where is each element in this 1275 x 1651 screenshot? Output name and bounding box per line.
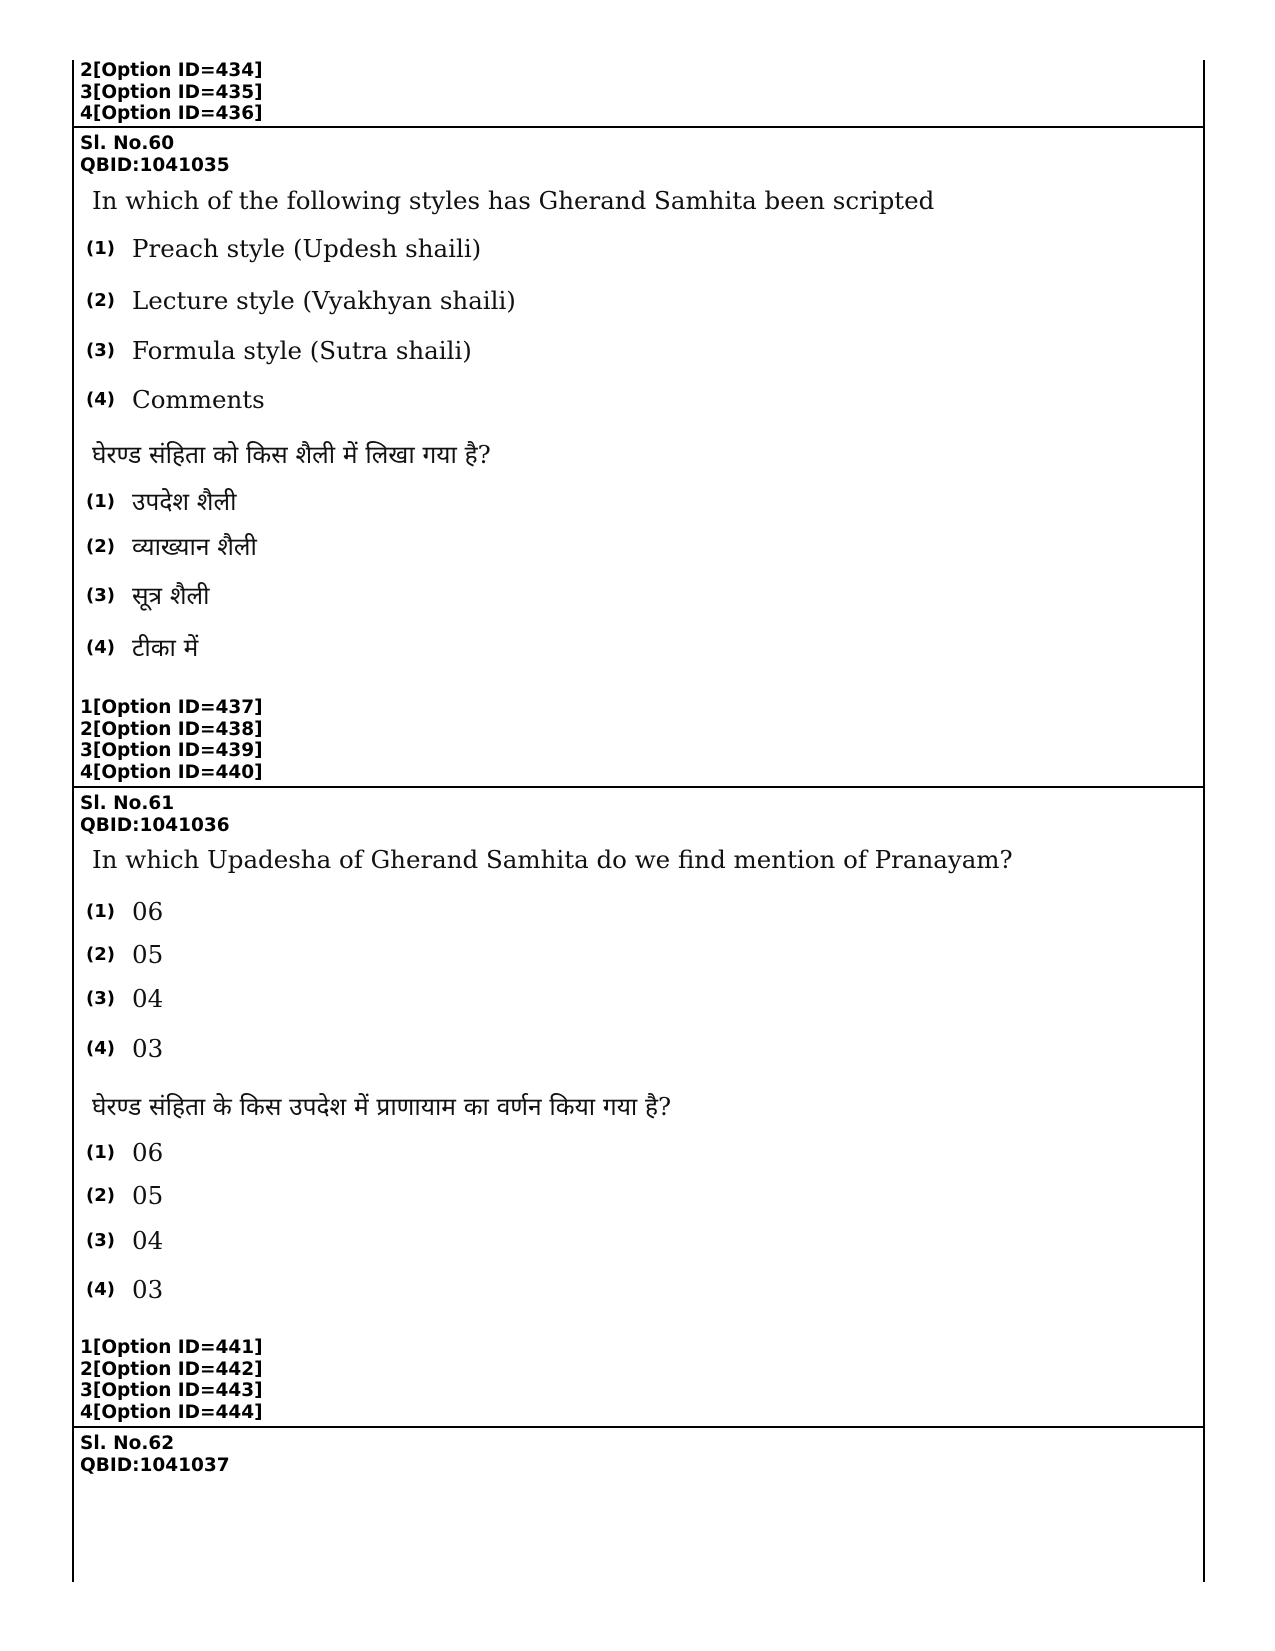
option-text: टीका में — [132, 633, 199, 662]
option-text: 03 — [132, 1275, 164, 1304]
option-id: 1[Option ID=437] — [80, 697, 263, 718]
question-60-header — [74, 133, 1203, 176]
option-number: (2) — [86, 944, 115, 965]
qbid: QBID:1041036 — [80, 814, 230, 836]
option-id: 3[Option ID=439] — [80, 740, 263, 762]
option-item — [86, 1034, 163, 1063]
option-text: 06 — [132, 1138, 164, 1167]
option-item — [86, 940, 163, 969]
question-text-en: In which Upadesha of Gherand Samhita do we find mention of Pranayam? — [92, 845, 1013, 874]
option-item — [86, 1138, 163, 1167]
option-item — [86, 385, 265, 414]
question-text-hi: घेरण्ड संहिता को किस शैली में लिखा गया है? — [92, 440, 491, 469]
serial-number: Sl. No.61 — [80, 793, 175, 814]
question-62-header — [74, 1433, 1203, 1476]
option-number: (1) — [86, 238, 115, 259]
option-number: (4) — [86, 637, 115, 658]
option-item — [86, 1181, 163, 1210]
question-text-hi: घेरण्ड संहिता के किस उपदेश में प्राणायाम का वर्णन किया गया है? — [92, 1092, 672, 1121]
option-item — [86, 286, 516, 315]
option-text: 05 — [132, 1181, 164, 1210]
option-text: 04 — [132, 984, 164, 1013]
option-item — [86, 579, 210, 612]
option-number: (4) — [86, 389, 115, 410]
prev-option-ids — [74, 60, 1203, 125]
divider — [74, 1426, 1203, 1428]
option-item — [86, 984, 163, 1013]
option-item — [86, 336, 472, 365]
divider — [74, 126, 1203, 128]
option-number: (3) — [86, 988, 115, 1009]
option-number: (3) — [86, 340, 115, 361]
option-id: 3[Option ID=443] — [80, 1380, 263, 1402]
qbid: QBID:1041037 — [80, 1454, 230, 1476]
option-item — [86, 1226, 163, 1255]
option-number: (2) — [86, 536, 115, 557]
option-item — [86, 234, 481, 263]
question-paper-frame — [72, 60, 1205, 1582]
option-item — [86, 1275, 163, 1304]
option-text: व्याख्यान शैली — [132, 532, 257, 561]
option-id: 3[Option ID=435] — [80, 81, 263, 103]
option-item — [86, 530, 257, 563]
divider — [74, 786, 1203, 788]
option-item — [86, 897, 163, 926]
option-id: 4[Option ID=444] — [80, 1402, 263, 1424]
option-ids — [74, 697, 1203, 784]
option-text: सूत्र शैली — [132, 581, 210, 610]
option-number: (1) — [86, 901, 115, 922]
option-item — [86, 631, 198, 664]
option-text: Formula style (Sutra shaili) — [132, 336, 472, 365]
question-61-header — [74, 793, 1203, 836]
option-number: (2) — [86, 290, 115, 311]
option-number: (3) — [86, 1230, 115, 1251]
option-text: Comments — [132, 385, 265, 414]
option-number: (4) — [86, 1038, 115, 1059]
option-text: Preach style (Updesh shaili) — [132, 234, 482, 263]
option-text: उपदेश शैली — [132, 487, 237, 516]
serial-number: Sl. No.60 — [80, 133, 175, 154]
option-number: (4) — [86, 1279, 115, 1300]
option-id: 4[Option ID=440] — [80, 762, 263, 784]
option-text: 04 — [132, 1226, 164, 1255]
option-id: 2[Option ID=438] — [80, 718, 263, 740]
option-number: (1) — [86, 491, 115, 512]
option-text: Lecture style (Vyakhyan shaili) — [132, 286, 516, 315]
option-item — [86, 485, 236, 518]
option-id: 1[Option ID=441] — [80, 1337, 263, 1358]
option-text: 05 — [132, 940, 164, 969]
option-text: 06 — [132, 897, 164, 926]
option-number: (3) — [86, 585, 115, 606]
serial-number: Sl. No.62 — [80, 1433, 175, 1454]
option-ids — [74, 1337, 1203, 1424]
option-id: 2[Option ID=434] — [80, 60, 263, 81]
option-id: 2[Option ID=442] — [80, 1358, 263, 1380]
qbid: QBID:1041035 — [80, 154, 230, 176]
option-id: 4[Option ID=436] — [80, 103, 263, 125]
option-number: (2) — [86, 1185, 115, 1206]
question-text-en: In which of the following styles has Gherand Samhita been scripted — [92, 186, 935, 215]
option-number: (1) — [86, 1142, 115, 1163]
option-text: 03 — [132, 1034, 164, 1063]
